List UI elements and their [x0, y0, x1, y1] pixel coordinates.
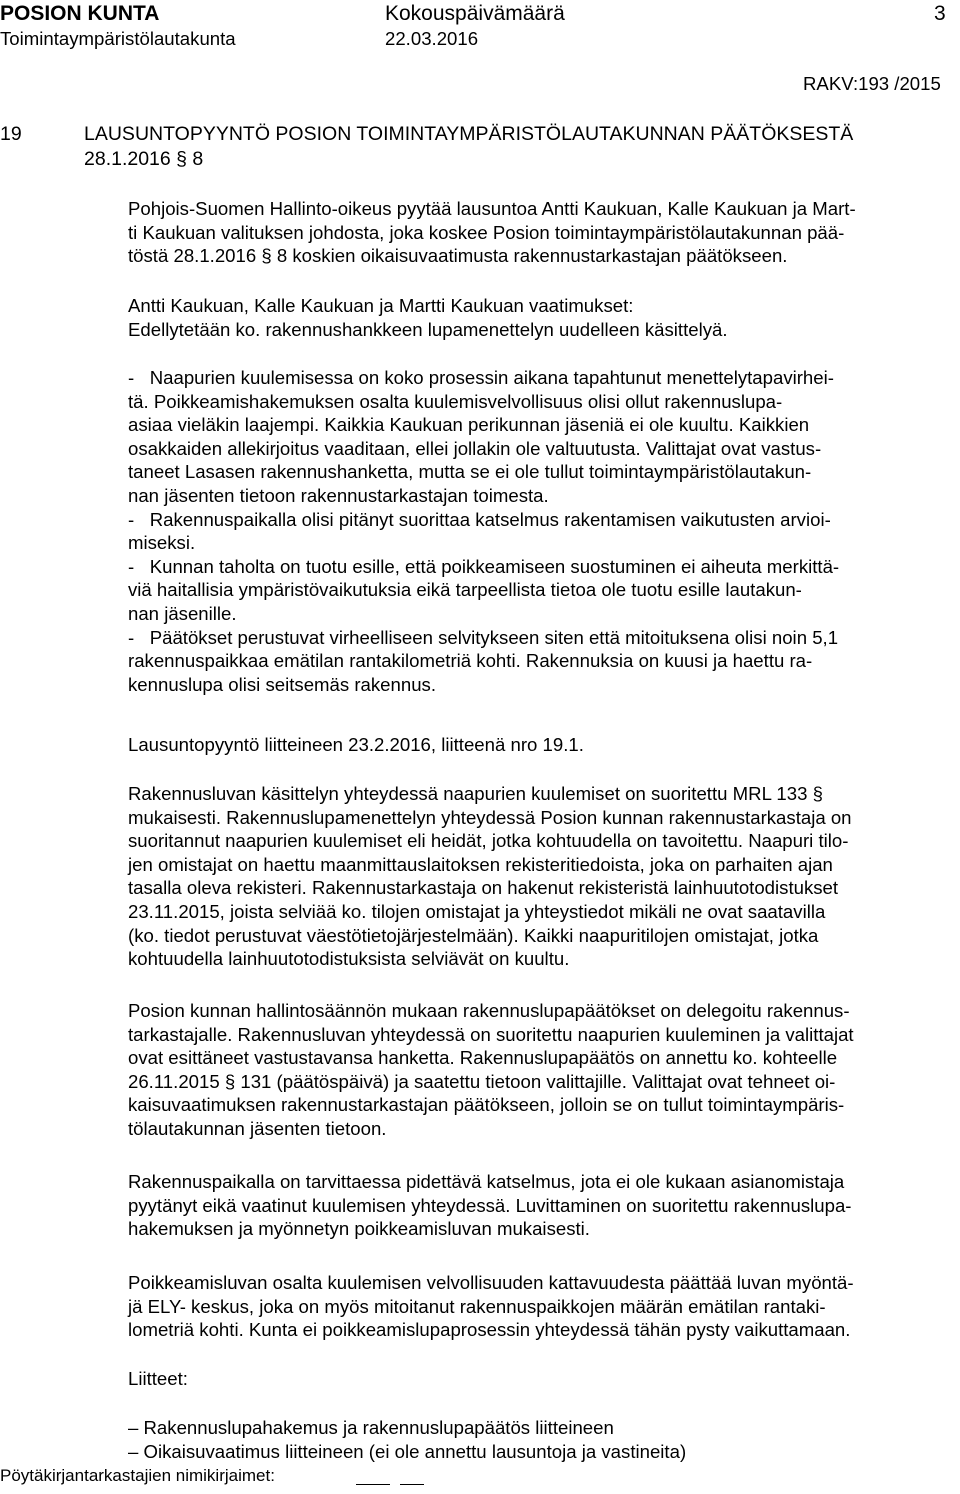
paragraph-neighbors-hearing — [128, 782, 958, 971]
paragraph-inspection — [128, 1170, 958, 1241]
attachment-note — [128, 733, 958, 757]
text-line: lometriä kohti. Kunta ei poikkeamislupaprosessin yhteydessä tähän pysty vaikuttamaan. — [128, 1319, 851, 1341]
list-item-line: - Päätökset perustuvat virheelliseen selvitykseen siten että mitoituksena olisi noin 5,1 — [128, 626, 839, 648]
text-line: 23.11.2015, joista selviää ko. tilojen omistajat ja yhteystiedot mikäli ne ovat saatavilla — [128, 900, 826, 922]
list-item-line: taneet Lasasen rakennushanketta, mutta se ei ole tullut toimintaympäristölautakun- — [128, 461, 812, 483]
text-line: Liitteet: — [128, 1368, 188, 1389]
text-line: ti Kaukuan valituksen johdosta, joka koskee Posion toimintaympäristölautakunnan pää- — [128, 221, 845, 243]
initials-line — [400, 1484, 424, 1485]
text-line: tarkastajalle. Rakennusluvan yhteydessä on suoritettu naapurien kuuleminen ja valittajat — [128, 1023, 854, 1045]
text-line: kohtuudella lainhuutotodistuksista selviävät on kuultu. — [128, 948, 570, 970]
text-line: tölautakunnan jäsenten tietoon. — [128, 1117, 387, 1139]
case-reference: RAKV:193 /2015 — [803, 73, 941, 94]
attachments-label — [128, 1367, 958, 1391]
list-item-line: kennuslupa olisi seitsemäs rakennus. — [128, 673, 436, 695]
attachments-list — [128, 1416, 958, 1463]
section-title-line: LAUSUNTOPYYNTÖ POSION TOIMINTAYMPÄRISTÖLAUTAKUNNAN PÄÄTÖKSESTÄ — [84, 123, 854, 145]
text-line: Rakennusluvan käsittelyn yhteydessä naapurien kuulemiset on suoritettu MRL 133 § — [128, 783, 823, 804]
initials-line — [356, 1484, 390, 1485]
text-line: mukaisesti. Rakennuslupamenettelyn yhteydessä Posion kunnan rakennustarkastaja on — [128, 806, 852, 828]
section-title-line: 28.1.2016 § 8 — [84, 148, 204, 170]
text-line: Poikkeamisluvan osalta kuulemisen velvollisuuden kattavuudesta päättää luvan myöntä- — [128, 1272, 854, 1293]
list-item: – Rakennuslupahakemus ja rakennuslupapäätös liitteineen — [128, 1417, 614, 1438]
section-number: 19 — [0, 123, 22, 145]
text-line: tasalla oleva rekisteri. Rakennustarkastaja on hakenut rekisteristä lainhuutotodistukset — [128, 877, 839, 899]
text-line: Posion kunnan hallintosäännön mukaan rakennuslupapäätökset on delegoitu rakennus- — [128, 1000, 850, 1021]
text-line: Rakennuspaikalla on tarvittaessa pidettävä katselmus, jota ei ole kukaan asianomistaja — [128, 1171, 845, 1192]
text-line: suoritannut naapurien kuulemiset eli heidät, jotka kohtuudella on tavoitettu. Naapuri tilo- — [128, 830, 849, 852]
list-item-line: osakkaiden allekirjoitus vaaditaan, ellei jollakin ole valtuutusta. Valittajat ovat vastus- — [128, 437, 822, 459]
text-line: Pohjois-Suomen Hallinto-oikeus pyytää lausuntoa Antti Kaukuan, Kalle Kaukuan ja Mart- — [128, 198, 856, 219]
list-item-line: nan jäsenille. — [128, 602, 237, 624]
list-item-line: - Kunnan taholta on tuotu esille, että poikkeamiseen suostuminen ei aiheuta merkittä- — [128, 555, 840, 577]
text-line: pyytänyt eikä vaatinut kuulemisen yhteydessä. Luvittaminen on suoritettu rakennuslupa- — [128, 1194, 852, 1216]
committee-name: Toimintaympäristölautakunta — [0, 28, 236, 49]
date-label: Kokouspäivämäärä — [385, 2, 565, 25]
list-item-line: asiaa vieläkin laajempi. Kaikkia Kaukuan perikunnan jäseniä ei ole kuultu. Kaikkien — [128, 414, 810, 436]
list-item-line: tä. Poikkeamishakemuksen osalta kuulemisvelvollisuus olisi ollut rakennuslupa- — [128, 390, 783, 412]
paragraph-exemption-permit — [128, 1271, 958, 1342]
bullet-list — [128, 366, 958, 696]
text-line: Lausuntopyyntö liitteineen 23.2.2016, liitteenä nro 19.1. — [128, 734, 584, 755]
text-line: töstä 28.1.2016 § 8 koskien oikaisuvaatimusta rakennustarkastajan päätökseen. — [128, 245, 788, 267]
text-line: Edellytetään ko. rakennushankkeen lupamenettelyn uudelleen käsittelyä. — [128, 318, 728, 340]
paragraph-delegation — [128, 999, 958, 1141]
text-line: ovat esittäneet vastustavansa hanketta. Rakennuslupapäätös on annettu ko. kohteelle — [128, 1047, 838, 1069]
footer-initials-label: Pöytäkirjantarkastajien nimikirjaimet: — [0, 1466, 275, 1485]
list-item-line: rakennuspaikkaa emätilan rantakilometriä kohti. Rakennuksia on kuusi ja haettu ra- — [128, 650, 813, 672]
text-line: 26.11.2015 § 131 (päätöspäivä) ja saatettu tietoon valittajille. Valittajat ovat tehneet oi- — [128, 1070, 836, 1092]
list-item-line: miseksi. — [128, 532, 196, 554]
meeting-date: 22.03.2016 — [385, 28, 479, 49]
text-line: Antti Kaukuan, Kalle Kaukuan ja Martti Kaukuan vaatimukset: — [128, 295, 634, 316]
text-line: hakemuksen ja myönnetyn poikkeamisluvan mukaisesti. — [128, 1218, 590, 1240]
list-item: – Oikaisuvaatimus liitteineen (ei ole annettu lausuntoja ja vastineita) — [128, 1440, 687, 1462]
list-item-line: - Rakennuspaikalla olisi pitänyt suorittaa katselmus rakentamisen vaikutusten arvioi- — [128, 508, 831, 530]
claims-paragraph — [128, 294, 958, 341]
text-line: (ko. tiedot perustuvat väestötietojärjestelmään). Kaikki naapuritilojen omistajat, jotka — [128, 924, 819, 946]
org-name: POSION KUNTA — [0, 2, 160, 25]
page-number: 3 — [934, 2, 946, 25]
text-line: kaisuvaatimuksen rakennustarkastajan päätökseen, jolloin se on tullut toimintaympäris- — [128, 1094, 845, 1116]
list-item-line: viä haitallisia ympäristövaikutuksia eikä tarpeellista tietoa ole tuotu esille lautakun- — [128, 579, 802, 601]
text-line: jen omistajat on haettu maanmittauslaitoksen rekisteritiedoista, joka on parhaiten ajan — [128, 853, 833, 875]
list-item-line: - Naapurien kuulemisessa on koko prosessin aikana tapahtunut menettelytapavirhei- — [128, 367, 834, 388]
intro-paragraph — [128, 197, 958, 268]
text-line: jä ELY- keskus, joka on myös mitoitanut rakennuspaikkojen määrän emätilan rantaki- — [128, 1295, 826, 1317]
list-item-line: nan jäsenten tietoon rakennustarkastajan toimesta. — [128, 484, 549, 506]
